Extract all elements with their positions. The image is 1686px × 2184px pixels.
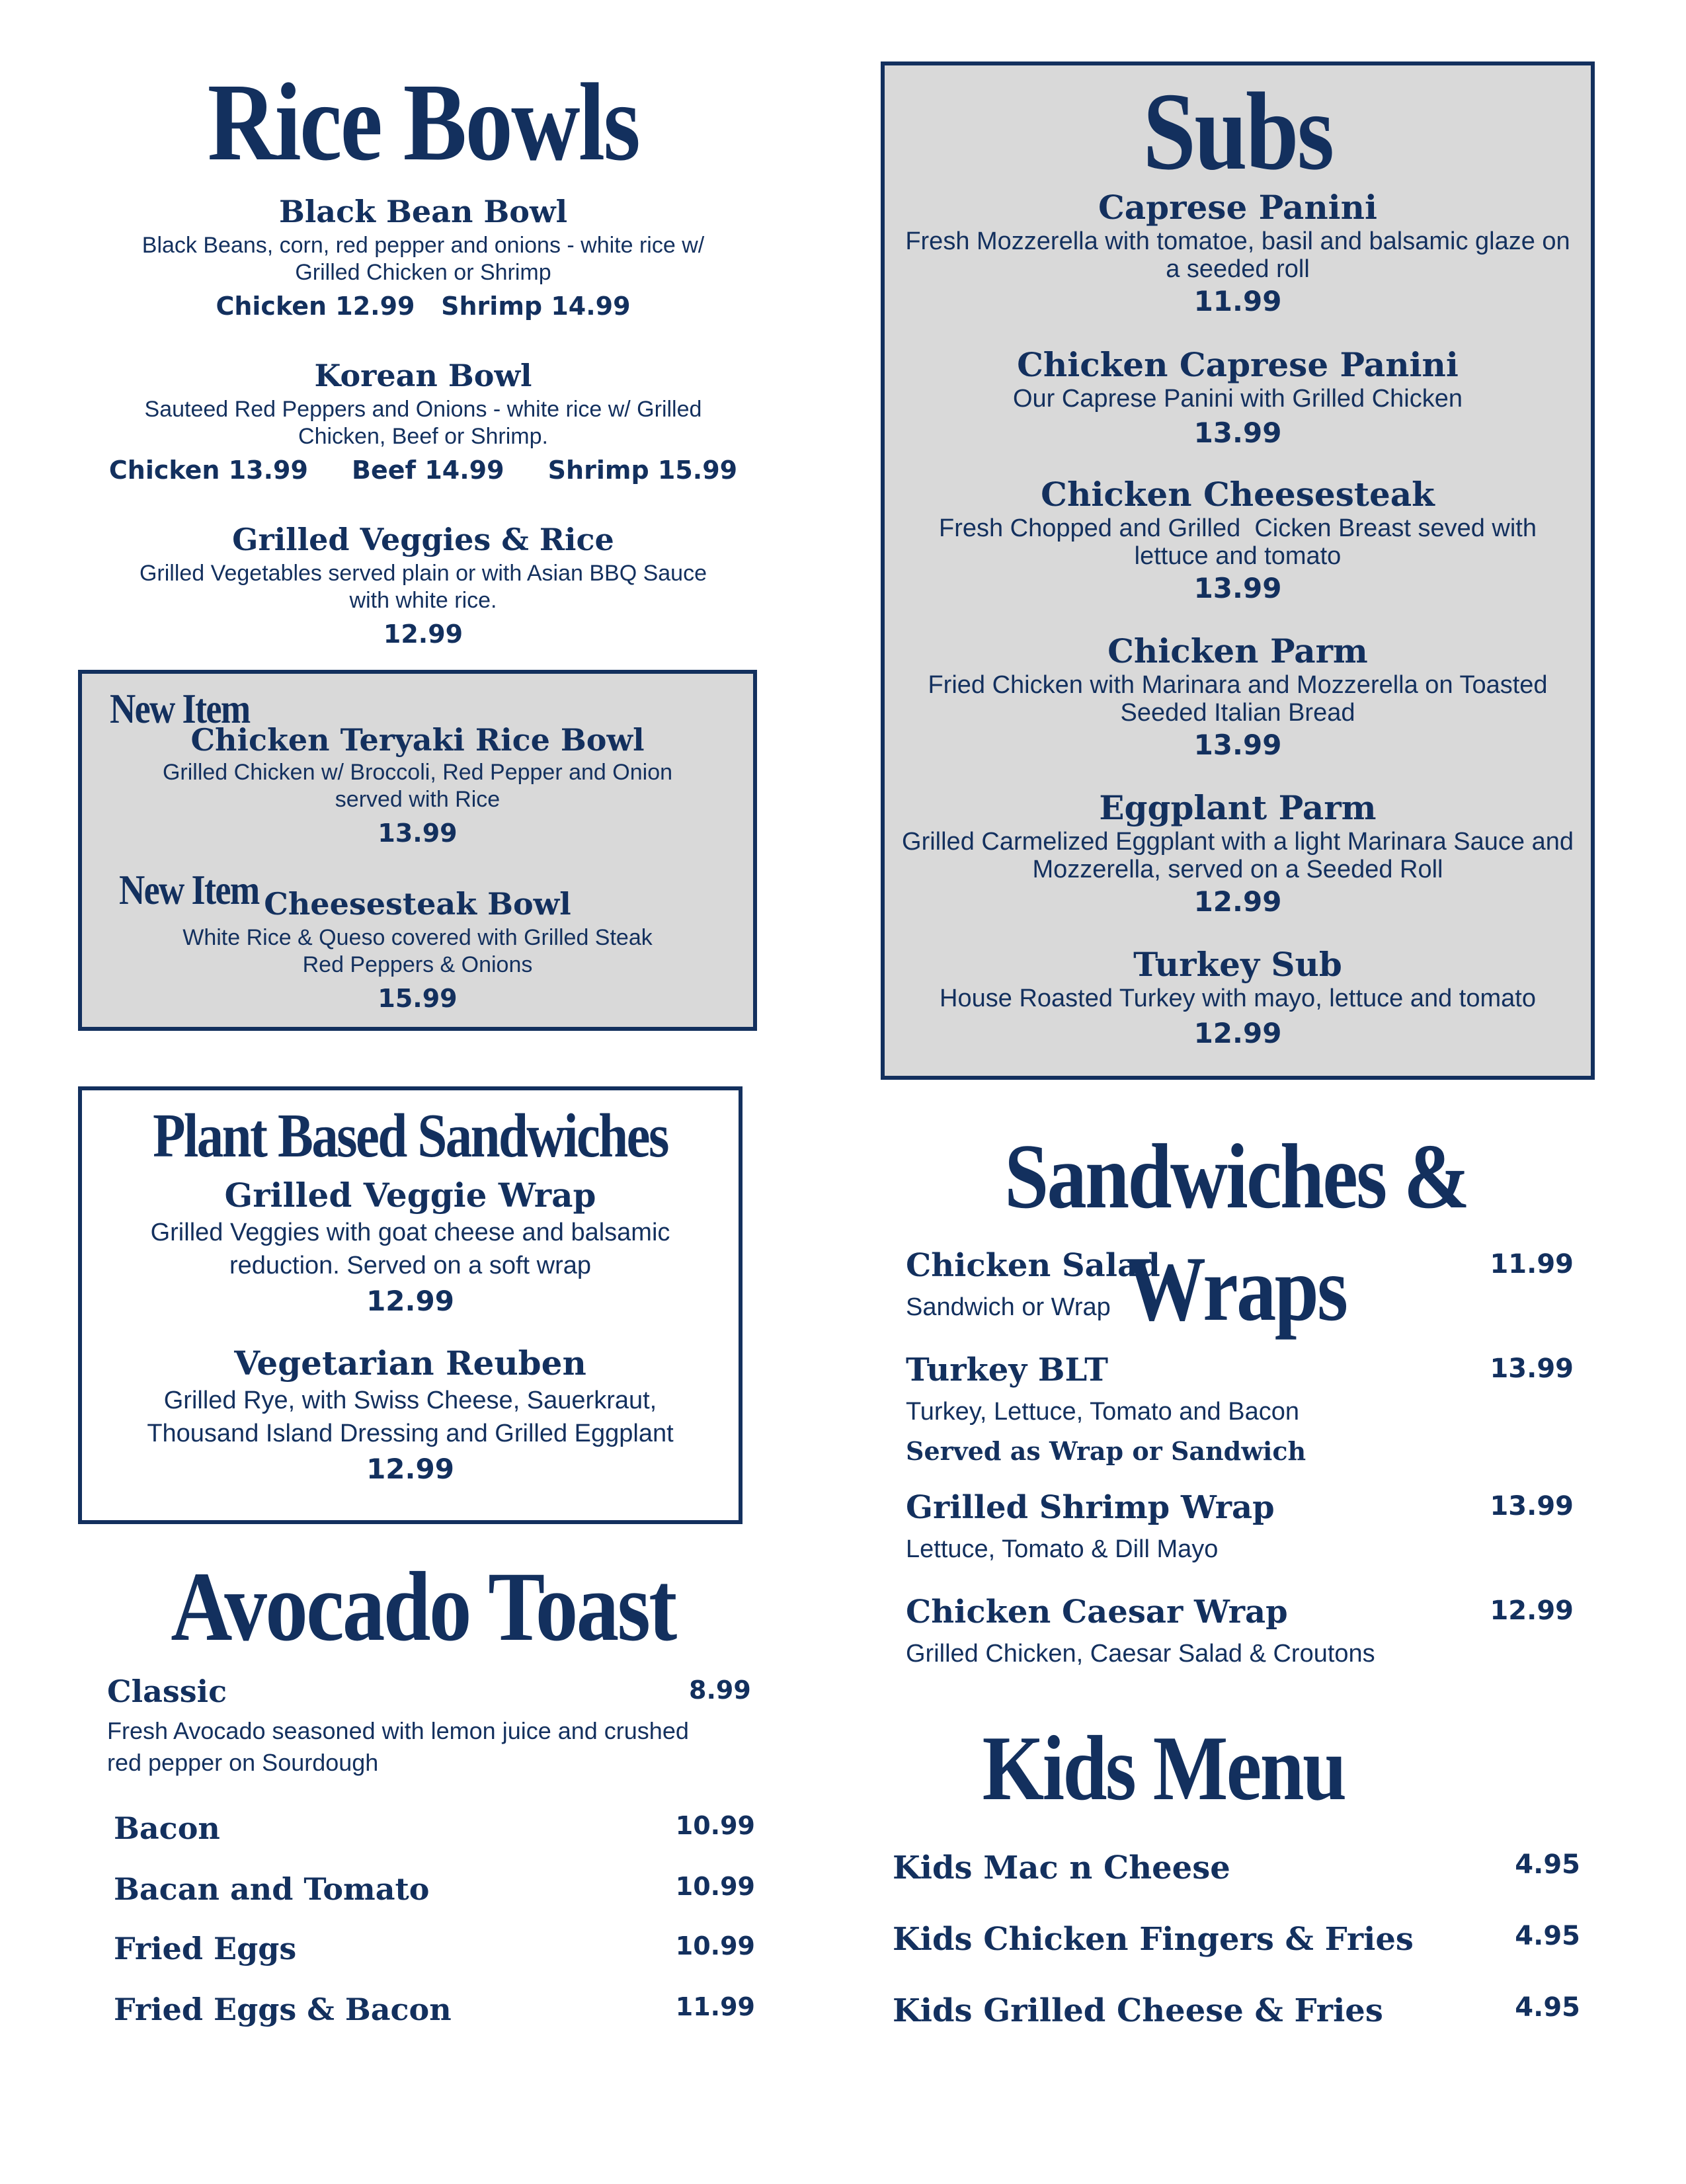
menu-item-cheesesteak-bowl <box>82 884 753 1019</box>
item-name: Fried Eggs & Bacon <box>114 1992 452 2027</box>
item-description: Grilled Rye, with Swiss Cheese, Sauerkraut, <box>163 1387 657 1414</box>
list-item <box>114 1925 755 1972</box>
menu-item-classic <box>107 1672 755 1784</box>
menu-item-chicken-caesar-wrap <box>906 1592 1574 1685</box>
item-description: Grilled Carmelized Eggplant with a light Marinara Sauce and <box>902 828 1574 856</box>
new-item-tag: New Item <box>119 866 259 913</box>
item-description: Grilled Chicken w/ Broccoli, Red Pepper and Onion <box>162 760 673 785</box>
item-price: 10.99 <box>675 1872 755 1901</box>
item-name: Korean Bowl <box>314 358 532 393</box>
item-price: 12.99 <box>366 1453 454 1485</box>
list-item <box>893 1988 1580 2034</box>
item-name: Kids Chicken Fingers & Fries <box>893 1921 1414 1958</box>
item-description: Seeded Italian Bread <box>1120 699 1355 727</box>
item-description: Red Peppers & Onions <box>302 952 533 977</box>
menu-item-turkey-blt <box>906 1350 1574 1482</box>
item-description: Grilled Veggies with goat cheese and balsamic <box>150 1219 670 1246</box>
item-description: Our Caprese Panini with Grilled Chicken <box>1012 385 1463 413</box>
menu-item-grilled-shrimp-wrap <box>906 1488 1574 1580</box>
item-description: House Roasted Turkey with mayo, lettuce and tomato <box>940 985 1536 1012</box>
item-price: 13.99 <box>1193 417 1282 449</box>
item-name: Cheesesteak Bowl <box>264 886 571 922</box>
item-description: Sauteed Red Peppers and Onions - white rice w/ Grilled <box>144 397 702 422</box>
item-description: Grilled Chicken or Shrimp <box>295 260 551 285</box>
item-name: Grilled Veggies & Rice <box>232 522 614 557</box>
item-name: Fried Eggs <box>114 1931 297 1966</box>
item-price: 12.99 <box>366 1285 454 1317</box>
item-name: Turkey BLT <box>906 1352 1109 1389</box>
item-price: 10.99 <box>675 1931 755 1961</box>
menu-item-chicken-parm <box>885 632 1591 764</box>
item-description: Lettuce, Tomato & Dill Mayo <box>906 1535 1219 1563</box>
subs-box <box>881 61 1595 1080</box>
rice-bowls-title: Rice Bowls <box>207 61 639 184</box>
item-name: Kids Mac n Cheese <box>893 1849 1230 1886</box>
item-price: 12.99 <box>383 620 463 649</box>
item-name: Eggplant Parm <box>1099 788 1377 827</box>
subs-title: Subs <box>1143 70 1333 193</box>
plant-based-box <box>78 1086 743 1524</box>
menu-item-chicken-teryaki-rice-bowl <box>82 721 753 854</box>
item-price: 11.99 <box>1193 285 1282 317</box>
item-price: 4.95 <box>1515 1992 1580 2023</box>
menu-item-korean-bowl <box>93 356 754 491</box>
item-name: Chicken Salad <box>906 1247 1160 1284</box>
item-price: 12.99 <box>1490 1596 1574 1626</box>
item-price: 13.99 <box>378 819 458 848</box>
item-note: Served as Wrap or Sandwich <box>906 1436 1306 1466</box>
item-description: Grilled Vegetables served plain or with Asian BBQ Sauce <box>139 561 707 586</box>
item-price: 12.99 <box>1193 885 1282 918</box>
item-price: 4.95 <box>1515 1849 1580 1880</box>
item-name: Chicken Caprese Panini <box>1017 345 1459 384</box>
item-name: Classic <box>107 1674 227 1709</box>
item-name: Vegetarian Reuben <box>234 1344 586 1383</box>
item-price: 13.99 <box>1193 572 1282 604</box>
menu-item-turkey-sub <box>885 946 1591 1054</box>
item-name: Bacon <box>114 1810 220 1846</box>
item-description: Grilled Chicken, Caesar Salad & Croutons <box>906 1640 1375 1668</box>
item-description: Mozzerella, served on a Seeded Roll <box>1032 856 1443 883</box>
menu-item-chicken-salad <box>906 1246 1574 1338</box>
item-price: 12.99 <box>1193 1017 1282 1049</box>
item-description: reduction. Served on a soft wrap <box>229 1252 592 1279</box>
menu-item-grilled-veggie-wrap <box>82 1175 739 1320</box>
item-price: 11.99 <box>675 1992 755 2021</box>
sandwiches-wraps-title: Sandwiches & Wraps <box>1004 1125 1468 1340</box>
item-name: Chicken Cheesesteak <box>1041 475 1435 514</box>
item-name: Turkey Sub <box>1133 945 1342 984</box>
item-description: Fresh Chopped and Grilled Cicken Breast seved with <box>938 514 1537 542</box>
item-description: served with Rice <box>335 787 501 812</box>
list-item <box>114 1866 755 1912</box>
item-description: with white rice. <box>349 588 497 613</box>
list-item <box>114 1986 755 2033</box>
kids-menu-title: Kids Menu <box>982 1717 1345 1820</box>
item-description: Sandwich or Wrap <box>906 1293 1111 1321</box>
item-description: Turkey, Lettuce, Tomato and Bacon <box>906 1398 1299 1426</box>
avocado-list <box>114 1805 755 2043</box>
avocado-toast-title: Avocado Toast <box>171 1552 676 1662</box>
item-name: Grilled Shrimp Wrap <box>906 1489 1275 1526</box>
item-description: a seeded roll <box>1166 255 1310 283</box>
list-item <box>893 1845 1580 1891</box>
menu-item-eggplant-parm <box>885 789 1591 921</box>
item-description: Fresh Mozzerella with tomatoe, basil and balsamic glaze on <box>905 227 1570 255</box>
menu-item-grilled-veggies-rice <box>93 520 754 655</box>
item-name: Black Bean Bowl <box>278 194 568 229</box>
list-item <box>114 1805 755 1851</box>
menu-item-chicken-cheesesteak <box>885 475 1591 608</box>
item-description: Black Beans, corn, red pepper and onions - white rice w/ <box>141 233 705 258</box>
item-price: Chicken 12.99 Shrimp 14.99 <box>216 292 631 321</box>
item-price: 13.99 <box>1490 1491 1574 1521</box>
menu-item-caprese-panini <box>885 188 1591 321</box>
item-description: White Rice & Queso covered with Grilled Steak <box>182 925 653 950</box>
item-price: 8.99 <box>689 1676 751 1705</box>
item-description: Fried Chicken with Marinara and Mozzerella on Toasted <box>928 671 1548 699</box>
item-price: 10.99 <box>675 1811 755 1840</box>
plant-based-title: Plant Based Sandwiches <box>153 1102 668 1170</box>
kids-list <box>893 1845 1580 2043</box>
item-description: red pepper on Sourdough <box>107 1749 379 1776</box>
item-description: Chicken, Beef or Shrimp. <box>298 424 548 449</box>
item-price: 4.95 <box>1515 1921 1580 1951</box>
item-name: Chicken Caesar Wrap <box>906 1594 1288 1631</box>
item-name: Kids Grilled Cheese & Fries <box>893 1992 1383 2029</box>
item-name: Bacan and Tomato <box>114 1871 430 1907</box>
item-price: 15.99 <box>378 984 458 1013</box>
item-price: 13.99 <box>1193 729 1282 761</box>
item-name: Chicken Teryaki Rice Bowl <box>190 722 645 758</box>
item-price: Chicken 13.99 Beef 14.99 Shrimp 15.99 <box>108 456 738 485</box>
menu-item-black-bean-bowl <box>93 192 754 327</box>
new-item-tag: New Item <box>110 685 250 732</box>
item-name: Caprese Panini <box>1098 188 1378 227</box>
item-name: Chicken Parm <box>1107 631 1368 670</box>
item-price: 11.99 <box>1490 1249 1574 1279</box>
item-description: lettuce and tomato <box>1134 542 1342 570</box>
menu-item-chicken-caprese-panini <box>885 346 1591 453</box>
item-price: 13.99 <box>1490 1354 1574 1384</box>
item-description: Fresh Avocado seasoned with lemon juice and crushed <box>107 1717 689 1744</box>
item-name: Grilled Veggie Wrap <box>224 1176 596 1215</box>
menu-item-vegetarian-reuben <box>82 1343 739 1488</box>
item-description: Thousand Island Dressing and Grilled Eggplant <box>147 1420 674 1447</box>
new-items-box <box>78 670 757 1031</box>
list-item <box>893 1916 1580 1962</box>
